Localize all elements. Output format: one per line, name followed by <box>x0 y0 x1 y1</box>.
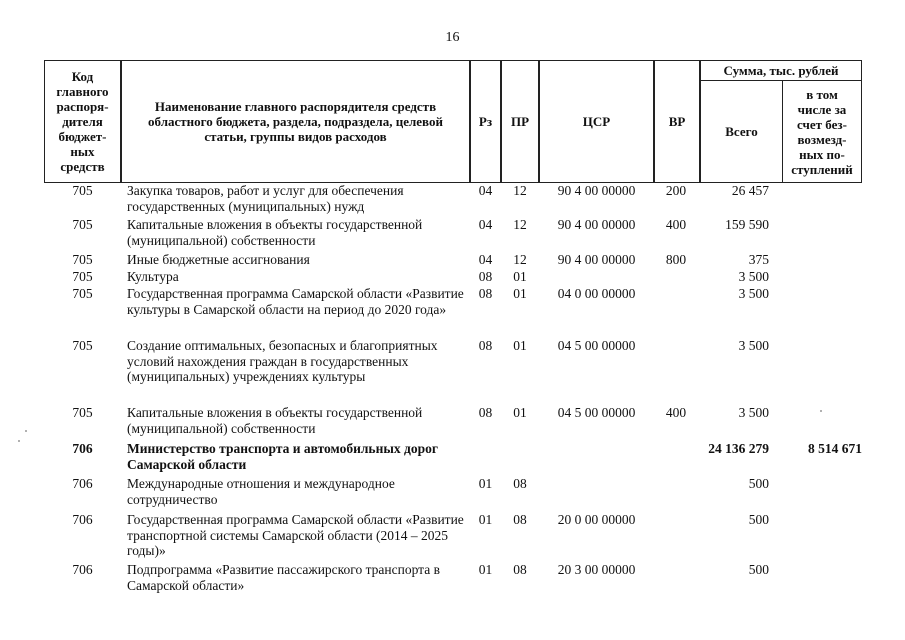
table-row <box>44 269 862 285</box>
header-rz: Рз <box>470 60 501 183</box>
row-name: Подпрограмма «Развитие пассажирского транспорта в Самарской области» <box>127 562 440 593</box>
row-vr <box>654 562 698 593</box>
header-code: Код главного распоря-дителя бюджет-ных средств <box>44 60 121 183</box>
header-vr: ВР <box>654 60 700 183</box>
row-pr: 01 <box>513 286 527 301</box>
row-rz: 08 <box>478 286 493 301</box>
table-row <box>44 441 862 472</box>
row-vr: 200 <box>665 183 687 198</box>
row-total: 375 <box>748 252 769 267</box>
row-code: 705 <box>72 405 93 420</box>
row-bz <box>783 338 862 385</box>
row-bz: 8 514 671 <box>808 441 862 456</box>
row-rz: 08 <box>478 405 493 420</box>
row-rz: 01 <box>478 512 493 527</box>
row-bz <box>783 217 862 248</box>
header-total: Всего <box>700 80 783 183</box>
row-bz <box>783 286 862 317</box>
row-name: Создание оптимальных, безопасных и благоприятных условий нахождения граждан в государственных (муниципальных) учреждениях культуры <box>127 338 438 384</box>
row-name: Международные отношения и международное сотрудничество <box>127 476 395 507</box>
scan-mark <box>18 440 20 442</box>
scan-mark <box>820 410 822 412</box>
row-code: 705 <box>72 286 93 301</box>
table-row <box>44 183 862 214</box>
row-csr: 90 4 00 00000 <box>557 183 636 198</box>
row-vr <box>654 286 698 317</box>
table-row <box>44 562 862 593</box>
row-pr: 01 <box>513 269 527 284</box>
row-rz: 04 <box>478 252 493 267</box>
page-number: 16 <box>445 30 460 45</box>
row-code: 705 <box>72 217 93 232</box>
row-total: 500 <box>748 512 769 527</box>
row-csr <box>539 441 654 472</box>
row-csr: 04 5 00 00000 <box>557 405 636 420</box>
header-bz: в том числе за счет без-возмезд-ных по-ступлений <box>782 80 862 183</box>
row-bz <box>783 562 862 593</box>
row-pr: 08 <box>513 512 527 527</box>
row-pr: 12 <box>513 183 527 198</box>
header-csr: ЦСР <box>539 60 654 183</box>
row-rz: 08 <box>478 269 493 284</box>
row-vr <box>654 476 698 507</box>
table-row <box>44 217 862 248</box>
row-bz <box>783 512 862 559</box>
row-vr: 400 <box>665 217 687 232</box>
row-name: Капитальные вложения в объекты государственной (муниципальной) собственности <box>127 217 423 248</box>
row-pr: 08 <box>513 562 527 577</box>
row-rz: 08 <box>478 338 493 353</box>
row-name: Государственная программа Самарской области «Развитие транспортной системы Самарской области (2014 – 2025 годы)» <box>127 512 464 558</box>
header-name: Наименование главного распорядителя средств областного бюджета, раздела, подраздела, целевой статьи, группы видов расходов <box>121 60 470 183</box>
row-name: Министерство транспорта и автомобильных дорог Самарской области <box>127 441 438 472</box>
row-code: 706 <box>72 512 93 527</box>
row-bz <box>783 252 862 268</box>
row-csr: 20 3 00 00000 <box>557 562 636 577</box>
row-code: 706 <box>72 476 93 491</box>
row-vr <box>654 512 698 559</box>
row-bz <box>783 405 862 436</box>
row-code: 705 <box>72 269 93 284</box>
row-total: 500 <box>748 562 769 577</box>
row-name: Культура <box>127 269 179 284</box>
row-bz <box>783 269 862 285</box>
row-name: Иные бюджетные ассигнования <box>127 252 310 267</box>
row-csr: 04 0 00 00000 <box>557 286 636 301</box>
row-pr: 01 <box>513 338 527 353</box>
table-row <box>44 286 862 317</box>
row-total: 159 590 <box>725 217 769 232</box>
row-code: 706 <box>72 441 93 456</box>
scan-mark <box>25 430 27 432</box>
table-row <box>44 512 862 559</box>
row-pr <box>501 441 539 472</box>
row-csr: 20 0 00 00000 <box>557 512 636 527</box>
row-vr <box>654 338 698 385</box>
table-row <box>44 405 862 436</box>
row-csr: 90 4 00 00000 <box>557 252 636 267</box>
table-row <box>44 252 862 268</box>
row-vr: 400 <box>665 405 687 420</box>
row-code: 706 <box>72 562 93 577</box>
row-total: 3 500 <box>738 269 769 284</box>
row-name: Закупка товаров, работ и услуг для обеспечения государственных (муниципальных) нужд <box>127 183 404 214</box>
row-pr: 12 <box>513 252 527 267</box>
row-vr <box>654 269 698 285</box>
row-total: 26 457 <box>731 183 769 198</box>
row-csr: 90 4 00 00000 <box>557 217 636 232</box>
row-bz <box>783 476 862 507</box>
row-code: 705 <box>72 252 93 267</box>
table-header <box>44 60 862 183</box>
header-pr: ПР <box>501 60 539 183</box>
row-pr: 12 <box>513 217 527 232</box>
row-rz: 04 <box>478 217 493 232</box>
row-rz <box>470 441 501 472</box>
row-vr <box>654 441 698 472</box>
row-name: Государственная программа Самарской области «Развитие культуры в Самарской области на период до 2020 года» <box>127 286 464 317</box>
row-total: 3 500 <box>738 405 769 420</box>
row-total: 3 500 <box>738 286 769 301</box>
row-csr <box>539 476 654 507</box>
row-rz: 04 <box>478 183 493 198</box>
row-code: 705 <box>72 338 93 353</box>
header-sum: Сумма, тыс. рублей <box>700 60 862 81</box>
row-code: 705 <box>72 183 93 198</box>
row-total: 500 <box>748 476 769 491</box>
row-rz: 01 <box>478 476 493 491</box>
row-name: Капитальные вложения в объекты государственной (муниципальной) собственности <box>127 405 423 436</box>
table-row <box>44 338 862 385</box>
row-bz <box>783 183 862 214</box>
row-total: 24 136 279 <box>708 441 769 456</box>
row-csr <box>539 269 654 285</box>
row-total: 3 500 <box>738 338 769 353</box>
table-row <box>44 476 862 507</box>
row-pr: 01 <box>513 405 527 420</box>
row-csr: 04 5 00 00000 <box>557 338 636 353</box>
row-pr: 08 <box>513 476 527 491</box>
row-rz: 01 <box>478 562 493 577</box>
row-vr: 800 <box>665 252 687 267</box>
